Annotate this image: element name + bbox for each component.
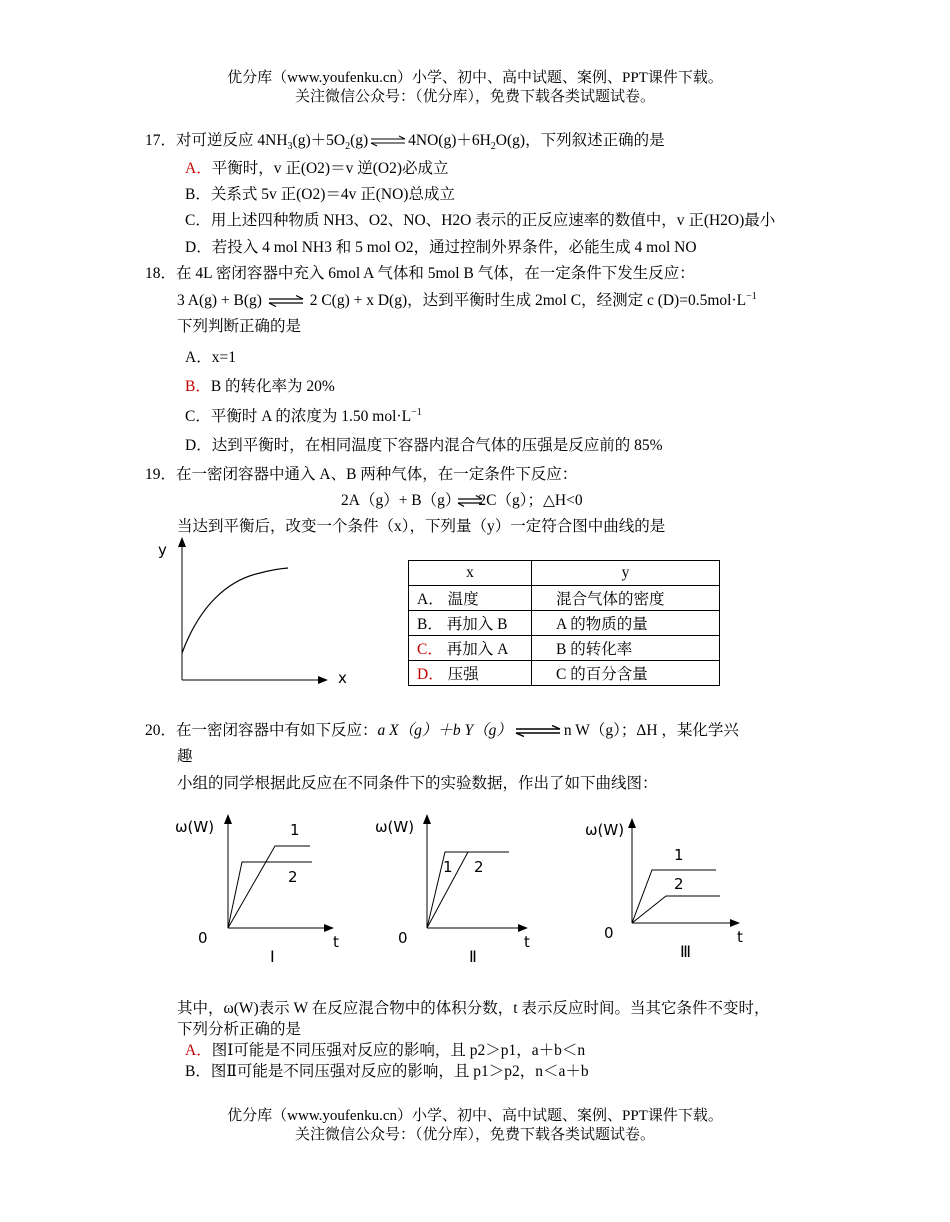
graph-curve-2 [632, 896, 720, 923]
q20-stem-1-pre: 在一密闭容器中有如下反应： [176, 722, 378, 739]
footer-line-1: 优分库（www.youfenku.cn）小学、初中、高中试题、案例、PPT课件下载。 [227, 1108, 723, 1124]
graph-curve-2-label: 2 [474, 858, 484, 876]
q19-options-table [408, 560, 720, 686]
q19-curve-graph [150, 535, 360, 695]
q19-equation-left: 2A（g）+ B（g） [341, 492, 461, 509]
reversible-arrow-icon [512, 725, 564, 737]
q18-option-a-text: x=1 [211, 349, 236, 366]
q18-equation: 3 A(g) + B(g) 2 C(g) + x D(g)，达到平衡时生成 2mol C，经测定 c $(D)=0.5mol\cdot L^{-1}$ [177, 290, 757, 309]
q18-option-d-letter: D． [185, 437, 212, 454]
q17-option-b-letter: B． [185, 186, 211, 203]
graph-curve-1 [427, 852, 509, 928]
graph-origin: 0 [198, 929, 208, 947]
q17-option-c-letter: C． [185, 212, 211, 229]
q17-stem: 17．对可逆反应 $4NH_3(g)+5O_2(g)$ $4NO(g)+6H_2O(g)$，下列叙述正确的是 [145, 132, 665, 153]
q19-equation-right: 2C（g）；△H<0 [478, 492, 583, 509]
q17-stem-pre: 对可逆反应 4NH [176, 132, 288, 149]
graph-roman-label: Ⅰ [270, 947, 275, 966]
reversible-arrow-icon [368, 135, 408, 147]
q20-option-a [185, 1038, 585, 1060]
q19-graph-x-label: x [338, 669, 347, 687]
q20-option-b-letter: B． [185, 1063, 211, 1080]
option-x: 再加入 B [446, 616, 508, 633]
q18-option-b-letter: B． [185, 378, 211, 395]
table-header-row [409, 561, 720, 586]
q17-option-d-letter: D． [185, 239, 212, 256]
q19-stem-1 [145, 462, 577, 484]
graph-x-label: t [737, 928, 743, 946]
table-row [409, 636, 720, 661]
q20-stem-1-post: n W（g）；ΔH ，某化学兴 [563, 722, 739, 739]
q17-option-a-text: 平衡时，v 正(O2)＝v 逆(O2)必成立 [211, 160, 449, 177]
q19-graph-curve [182, 568, 288, 653]
table-cell-x [409, 636, 532, 661]
option-x: 再加入 A [446, 641, 509, 658]
q18-option-c-text: 平衡时 A 的浓度为 1.50 mol·L [210, 408, 412, 425]
graph-x-label: t [333, 933, 339, 951]
q17-option-c [185, 208, 775, 230]
q18-stem-1 [145, 261, 695, 283]
q17-option-a [185, 156, 449, 178]
q17-option-b [185, 182, 455, 204]
header-line-1: 优分库（www.youfenku.cn）小学、初中、高中试题、案例、PPT课件下载。 [227, 70, 723, 86]
graph-x-arrow [518, 924, 528, 932]
graph-y-label: ω(W) [175, 818, 215, 836]
graph-curve-1-label: 1 [290, 821, 300, 839]
graph-curve-2-label: 2 [288, 868, 298, 886]
table-cell-x [409, 586, 532, 611]
q20-option-a-text: 图Ⅰ可能是不同压强对反应的影响，且 p2＞p1，a＋b＜n [211, 1042, 586, 1059]
q18-equation-right: 2 C(g) + x D(g)，达到平衡时生成 2mol C，经测定 c (D)=0.5mol·L [309, 292, 747, 309]
footer-line-2: 关注微信公众号：（优分库），免费下载各类试题试卷。 [294, 1127, 655, 1143]
graph-curve-1 [228, 846, 310, 928]
q19-number: 19． [145, 466, 177, 483]
q18-option-a-letter: A． [185, 349, 212, 366]
q18-option-c: C．平衡时 A 的浓度为 1.50 $mol\cdot L^{-1}$ [185, 406, 422, 425]
q19-stem-2: 当达到平衡后，改变一个条件（x），下列量（y）一定符合图中曲线的是 [177, 518, 666, 535]
graph-x-arrow [324, 924, 334, 932]
q19-graph-y-label: y [158, 541, 167, 559]
graph-origin: 0 [398, 929, 408, 947]
q19-graph-y-arrow [178, 537, 186, 547]
graph-curve-1-label: 1 [674, 846, 684, 864]
q18-option-c-letter: C． [185, 408, 211, 425]
q20-stem-2: 小组的同学根据此反应在不同条件下的实验数据，作出了如下曲线图： [177, 775, 658, 792]
q17-stem-post: ，下列叙述正确的是 [525, 132, 665, 149]
table-row [409, 586, 720, 611]
q20-number: 20． [145, 722, 177, 739]
q20-stem-1-wrap: 趣 [177, 748, 193, 765]
graph-x-arrow [730, 919, 740, 927]
graph-y-arrow [628, 818, 636, 828]
graph-origin: 0 [604, 924, 614, 942]
q19-graph-x-arrow [318, 676, 328, 684]
q20-graph-1 [170, 810, 360, 970]
q18-number: 18． [145, 265, 177, 282]
table-cell-y: A 的物质的量 [532, 611, 720, 636]
graph-y-arrow [423, 814, 431, 824]
q20-stem-1 [145, 718, 739, 740]
q18-equation-left: 3 A(g) + B(g) [177, 292, 262, 309]
q18-option-b-text: B 的转化率为 20% [210, 378, 335, 395]
q18-option-d-text: 达到平衡时，在相同温度下容器内混合气体的压强是反应前的 85% [211, 437, 663, 454]
graph-roman-label: Ⅱ [469, 947, 477, 966]
graph-curve-2 [228, 862, 312, 928]
q20-option-b-text: 图Ⅱ可能是不同压强对反应的影响，且 p1＞p2，n＜a＋b [210, 1063, 589, 1080]
graph-roman-label: Ⅲ [680, 942, 692, 961]
table-cell-x [409, 611, 532, 636]
q17-option-d-text: 若投入 4 mol NH3 和 5 mol O2，通过控制外界条件，必能生成 4 mol NO [211, 239, 697, 256]
graph-y-label: ω(W) [375, 818, 415, 836]
reversible-arrow-icon [266, 295, 306, 307]
table-header-y: y [532, 561, 720, 586]
q19-equation [341, 488, 583, 510]
q17-number: 17． [145, 132, 177, 149]
q20-stem-3: 其中，ω(W)表示 W 在反应混合物中的体积分数，t 表示反应时间。当其它条件不变时， [177, 1000, 770, 1017]
graph-y-label: ω(W) [585, 821, 625, 839]
q18-option-d [185, 433, 663, 455]
option-letter: B． [417, 616, 443, 633]
q17-option-c-text: 用上述四种物质 NH3、O2、NO、H2O 表示的正反应速率的数值中，v 正(H2O)最小 [210, 212, 776, 229]
q20-graph-2 [372, 810, 547, 970]
graph-curve-1-label: 1 [443, 858, 453, 876]
q19-stem-1-text: 在一密闭容器中通入 A、B 两种气体，在一定条件下反应： [176, 466, 578, 483]
option-letter: D． [417, 666, 444, 683]
q20-graph-3 [582, 810, 757, 970]
q20-stem-1-mid: a X（g）＋b Y（g） [377, 722, 512, 739]
q17-option-a-letter: A． [185, 160, 212, 177]
graph-x-label: t [524, 933, 530, 951]
graph-y-arrow [224, 814, 232, 824]
q18-option-b [185, 374, 335, 396]
q18-option-a [185, 345, 236, 367]
table-cell-y: 混合气体的密度 [532, 586, 720, 611]
q18-stem-1-text: 在 4L 密闭容器中充入 6mol A 气体和 5mol B 气体，在一定条件下发生反应： [176, 265, 695, 282]
q17-option-b-text: 关系式 5v 正(O2)＝4v 正(NO)总成立 [210, 186, 455, 203]
q17-option-d [185, 235, 697, 257]
table-cell-y: B 的转化率 [532, 636, 720, 661]
q20-stem-4: 下列分析正确的是 [177, 1021, 302, 1038]
graph-curve-2-label: 2 [674, 875, 684, 893]
table-row [409, 661, 720, 686]
table-header-x: x [409, 561, 532, 586]
table-cell-x [409, 661, 532, 686]
table-row [409, 611, 720, 636]
option-letter: A． [417, 591, 444, 608]
table-cell-y: C 的百分含量 [532, 661, 720, 686]
q18-stem-3: 下列判断正确的是 [177, 318, 302, 335]
option-x: 压强 [447, 666, 479, 683]
header-line-2: 关注微信公众号：（优分库），免费下载各类试题试卷。 [294, 89, 655, 105]
q20-option-b [185, 1059, 589, 1081]
option-letter: C． [417, 641, 443, 658]
option-x: 温度 [447, 591, 479, 608]
q20-option-a-letter: A． [185, 1042, 212, 1059]
